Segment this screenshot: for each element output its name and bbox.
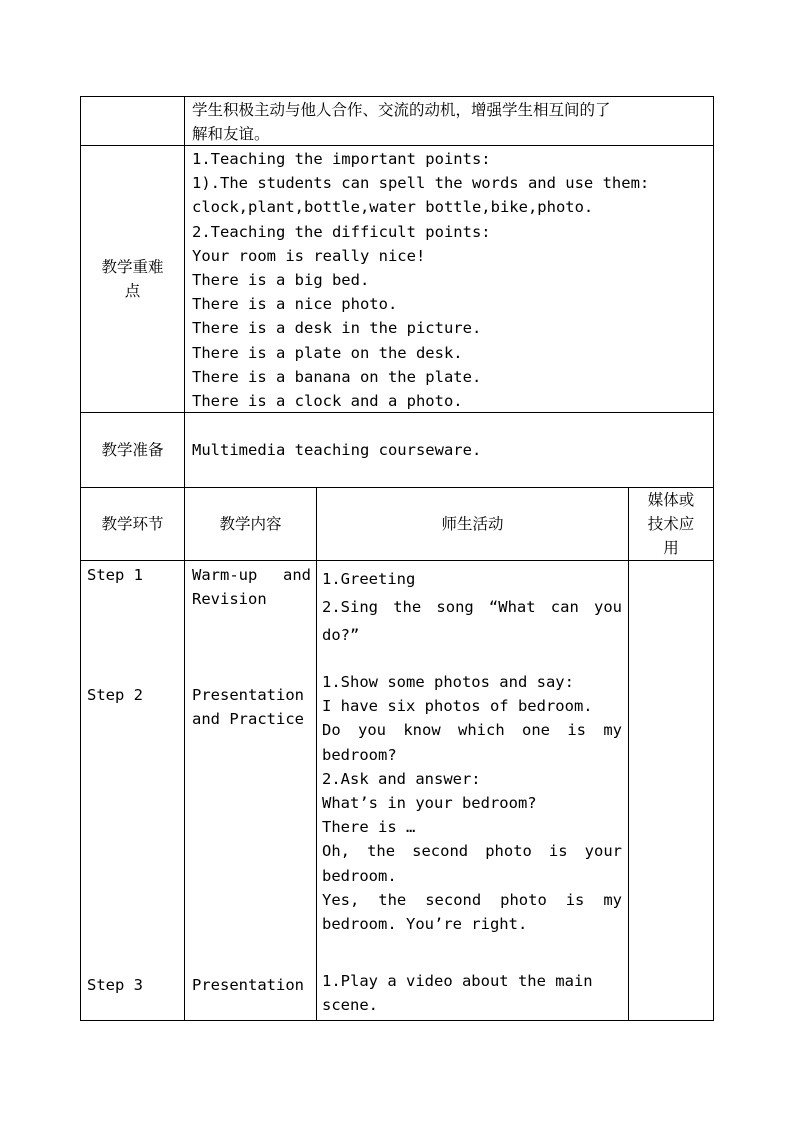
table-rule [316, 487, 317, 1021]
step-content-line: Warm-up and [192, 566, 311, 584]
key-point-line: 1).The students can spell the words and use them: [192, 174, 650, 193]
key-point-line: There is a desk in the picture. [192, 319, 482, 338]
table-rule [628, 487, 629, 1021]
key-points-label-line: 点 [124, 282, 141, 300]
key-points-label [81, 146, 184, 412]
step-activities [322, 969, 622, 1017]
step-content-line: and Practice [192, 710, 304, 729]
step-content [192, 683, 311, 731]
preparation-text: Multimedia teaching courseware. [192, 440, 482, 459]
step-activities [322, 565, 622, 649]
step-content-line: Presentation [192, 976, 304, 994]
key-point-line: There is a plate on the desk. [192, 343, 463, 362]
key-point-line: 2.Teaching the difficult points: [192, 222, 491, 241]
key-point-line: clock,plant,bottle,water bottle,bike,photo. [192, 198, 594, 217]
objectives-line: 解和友谊。 [192, 125, 270, 144]
step-label: Step 3 [87, 976, 143, 994]
header-media-line: 媒体或 [647, 490, 695, 509]
step-activities [322, 670, 622, 936]
activity-line: bedroom. You’re right. [322, 915, 528, 934]
activity-line: 1.Show some photos and say: [322, 673, 574, 691]
table-rule [713, 96, 714, 1021]
activity-line: What’s in your bedroom? [322, 794, 537, 813]
activity-line: Yes, the second photo is my [322, 890, 622, 909]
activity-line: bedroom? [322, 745, 397, 764]
key-point-line: There is a banana on the plate. [192, 367, 482, 386]
objectives-line: 学生积极主动与他人合作、交流的动机，增强学生相互间的了 [192, 101, 611, 119]
activity-line: There is … [322, 818, 416, 837]
activity-line: 1.Greeting [322, 570, 416, 588]
preparation-label: 教学准备 [101, 440, 164, 459]
step-content-line: Revision [192, 590, 267, 609]
activity-line: Oh, the second photo is your [322, 842, 622, 861]
key-point-line: There is a big bed. [192, 271, 370, 290]
activity-line: do?” [322, 626, 360, 644]
activity-line: 2.Ask and answer: [322, 769, 481, 788]
header-activities: 师生活动 [441, 514, 504, 533]
activity-line: 1.Play a video about the main [322, 972, 593, 990]
table-rule [80, 560, 714, 561]
header-step: 教学环节 [101, 514, 164, 533]
activity-line: Do you know which one is my [322, 721, 622, 740]
table-rule [80, 1020, 714, 1021]
header-media-line: 用 [663, 539, 679, 558]
table-rule [80, 96, 714, 97]
step-content-line: Presentation [192, 686, 304, 704]
activity-line: I have six photos of bedroom. [322, 697, 593, 716]
header-media-line: 技术应 [647, 514, 695, 533]
objectives-text [192, 98, 712, 146]
step-content [192, 563, 311, 611]
key-point-line: There is a nice photo. [192, 295, 398, 314]
key-point-line: 1.Teaching the important points: [192, 150, 491, 168]
activity-line: 2.Sing the song “What can you [322, 598, 622, 616]
key-points-content [192, 147, 712, 413]
header-media [629, 488, 713, 560]
activity-line: bedroom. [322, 866, 397, 885]
lesson-plan-table [80, 96, 714, 1021]
key-point-line: There is a clock and a photo. [192, 392, 463, 411]
key-points-label-line: 教学重难 [101, 257, 164, 276]
activity-line: scene. [322, 996, 378, 1015]
step-label: Step 2 [87, 686, 143, 704]
step-label: Step 1 [87, 566, 143, 584]
key-point-line: Your room is really nice! [192, 246, 426, 265]
header-content: 教学内容 [219, 514, 282, 533]
step-content [192, 973, 311, 997]
